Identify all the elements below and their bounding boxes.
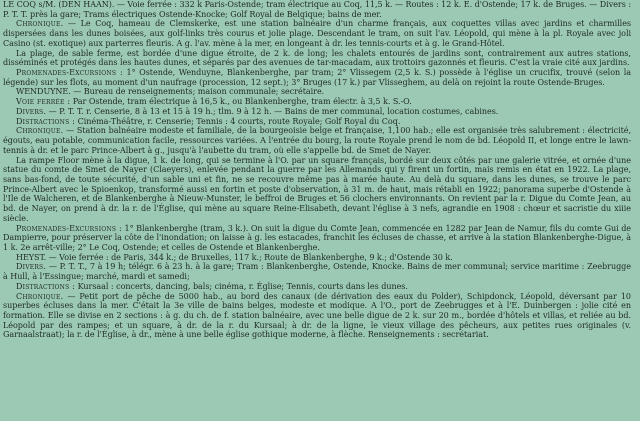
paragraph-heading: Distractions :: [16, 281, 76, 291]
entry-heyst: [3, 253, 631, 340]
paragraph-text: — Petit port de pêche de 5000 hab., au bord des canaux (de dérivation des eaux du Polder), Schipdonck, Léopold, déversant par 10 superbes écluses dans la mer. C'était la 3e ville de bains belges, modeste et modique. A l'O., port de Zeebrugges et à l'E. Duinbergen : jolie cité en formation. Elle se divise en 2 sections : à g. du ch. de f. station balnéaire, avec une belle digue de 2 k. sur 20 m., bordée d'hôtels et villas, et reliée au bd. Léopold par des rampes; et un square, à dr. de la r. du Kursaal; à dr. de la ligne, le vieux village des pêcheurs, aux petites rues originales (v. Garnaalstraat); la r. de l'Église, à dr., mène à une belle église gothique moderne, à flèche. Renseignements : secrétariat.: [3, 291, 631, 340]
paragraph-heading: Divers.: [16, 262, 47, 272]
paragraph-text: La rampe Floor mène à la digue, 1 k. de long, qui se termine à l'O. par un square français, bordé sur deux côtés par une galerie vitrée, et ornée d'une statue du comte de Smet de Nayer (Claeyers), enlevée pendant la guerre par les Allemands qui y firent un fortin, mais remis en état en 1922. La plage, sans bas-fond, de toute sécurité, d'un sable uni et fin, ne se recouvre même pas à marée haute. Au delà du square, dans les dunes, se trouve le parc Prince-Albert avec le Spioenkop, transformé aussi en fortin et poste d'observation, à 31 m. de haut, mais rétabli en 1922; panorama superbe d'Ostende à l'Ile de Walcheren, et de Blankenberghe à Nieuw-Munster, le beffroi de Bruges et 56 clochers environnants. On revient par la r. Digue du Comte Jean, au bd. de Nayer, on prend à dr. la r. de l'Église, qui mène au square Reine-Elisabeth, devant l'église à 3 nefs, agrandie en 1908 : chœur et sacristie du xiiie siècle.: [3, 155, 631, 223]
paragraph: [3, 292, 631, 341]
paragraph-text: Kursaal : concerts, dancing, bals; cinéma, r. Église; Tennis, courts dans les dunes.: [75, 281, 408, 291]
paragraph-text: — P. T. T. r. Censerie, 8 à 13 et 15 à 19 h.; tlm. 9 à 12 h. — Bains de mer communal, location costumes, cabines.: [46, 106, 499, 116]
paragraph-heading: Chronique.: [16, 291, 64, 301]
paragraph-text: Cinéma-Théâtre, r. Censerie; Tennis : 4 courts, route Royale; Golf Royal du Coq.: [75, 116, 401, 126]
paragraph-text: — Voie ferrée : de Paris, 344 k.; de Bruxelles, 117 k.; Route de Blankenberghe, 9 k.; d'Ostende 30 k.: [46, 252, 453, 262]
paragraph: [3, 262, 631, 281]
paragraph-heading: Promenades-Excursions :: [16, 68, 123, 78]
entry-le-coq: [3, 0, 631, 87]
paragraph-heading: LE COQ s/M. (DEN HAAN).: [3, 0, 115, 9]
paragraph-text: La plage, de sable ferme, est bordée d'une digue étroite, de 2 k. de long; les chalets entourés de jardins sont, contrairement aux autres stations, disséminés et protégés dans les hautes dunes, et séparés par des avenues de tar-macadam, aux trottoirs gazonnés et fleuris. C'est la vraie cité aux jardins.: [3, 48, 631, 68]
paragraph-text: Par Ostende, tram électrique à 16,5 k., ou Blankenberghe, tram électr. à 3,5 k. S.-O.: [70, 97, 412, 107]
paragraph: [3, 156, 631, 224]
paragraph-heading: Chronique.: [16, 19, 64, 29]
paragraph: [3, 107, 631, 117]
paragraph: [3, 224, 631, 253]
paragraph: [3, 0, 631, 19]
paragraph: [3, 282, 631, 292]
paragraph-text: — Bureau de renseignements; maison communale; secrétaire.: [70, 87, 325, 97]
paragraph-text: — P. T. T., 7 à 19 h; télégr. 6 à 23 h. à la gare; Tram : Blankenberghe, Ostende, Knocke. Bains de mer communal; service maritime : Zeebrugge à Hull, à l'Essingue; marché, mardi et samedi;: [3, 262, 631, 282]
entry-wenduyne: [3, 87, 631, 252]
paragraph-heading: Divers.: [16, 106, 47, 116]
paragraph: [3, 68, 631, 87]
paragraph: [3, 97, 631, 107]
paragraph-heading: Chronique.: [16, 126, 64, 136]
paragraph-heading: Promenades-Excursions :: [16, 223, 122, 233]
paragraph: [3, 126, 631, 155]
paragraph-text: 1° Blankenberghe (tram, 3 k.). On suit la digue du Comte Jean, commencée en 1282 par Jean de Namur, fils du comte Gui de Dampierre, pour préserver la côte de l'inondation; on laisse à g. les estacades, franchit les écluses de chasse, et arrive à la station Blankenberghe-Digue, à 1 k. 2e arrêt-ville; 2° Le Coq, Ostende; et celles de Ostende et Blankenberghe.: [3, 223, 632, 252]
paragraph: [3, 87, 631, 97]
paragraph-heading: Voie ferrée :: [16, 97, 71, 107]
paragraph-text: — Voie ferrée : 332 k Paris-Ostende; tram électrique au Coq, 11,5 k. — Routes : 12 k. E. d'Ostende; 17 k. de Bruges. — Divers : P. T. T. près la gare; Trams électriques Ostende-Knocke; Golf Royal de Belgique; bains de mer.: [3, 0, 631, 19]
paragraph: [3, 49, 631, 68]
paragraph-text: 1° Ostende, Wenduyne, Blankenberghe, par tram; 2° Vlissegem (2,5 k. S.) possède à l'église un crucifix, trouvé (selon la légende) sur les flots, au moment d'un naufrage (procession, 12 sept.); 3° Bruges (17 k.) par Vlisseghem, au delà on rejoint la route Ostende-Bruges.: [3, 68, 632, 87]
paragraph-text: — Le Coq, hameau de Clemskerke, est une station balnéaire d'un charme français, aux coquettes villas avec jardins et charmilles dispersées dans les dunes boisées, aux golf-links très courus et jolie plage. Descendant le tram, on suit l'av. Léopold, qui mène à la pl. Royale avec joli Casino (st. exotique) aux parterres fleuris. A g. l'av. mène à la mer, en longeant à dr. les tennis-courts et à g. le Grand-Hôtel.: [3, 19, 631, 48]
paragraph: [3, 253, 631, 263]
paragraph-heading: HEYST.: [16, 252, 47, 262]
paragraph-heading: WENDUYNE.: [16, 87, 71, 97]
paragraph: [3, 117, 631, 127]
paragraph: [3, 19, 631, 48]
paragraph-text: — Station balnéaire modeste et familiale, de la bourgeoisie belge et française, 1,100 hab.; elle est organisée très salubrement : électricité, égouts, eau potable, communication facile, ressources variées. A l'entrée du bourg, la route Royale prend le nom de bd. Léopold II, et longe entre le lawn-tennis à dr. et le parc Prince-Albert à g., jusqu'à l'aubette du tram, où elle s'appelle bd. de Smet de Nayer.: [3, 126, 631, 155]
paragraph-heading: Distractions :: [16, 116, 76, 126]
